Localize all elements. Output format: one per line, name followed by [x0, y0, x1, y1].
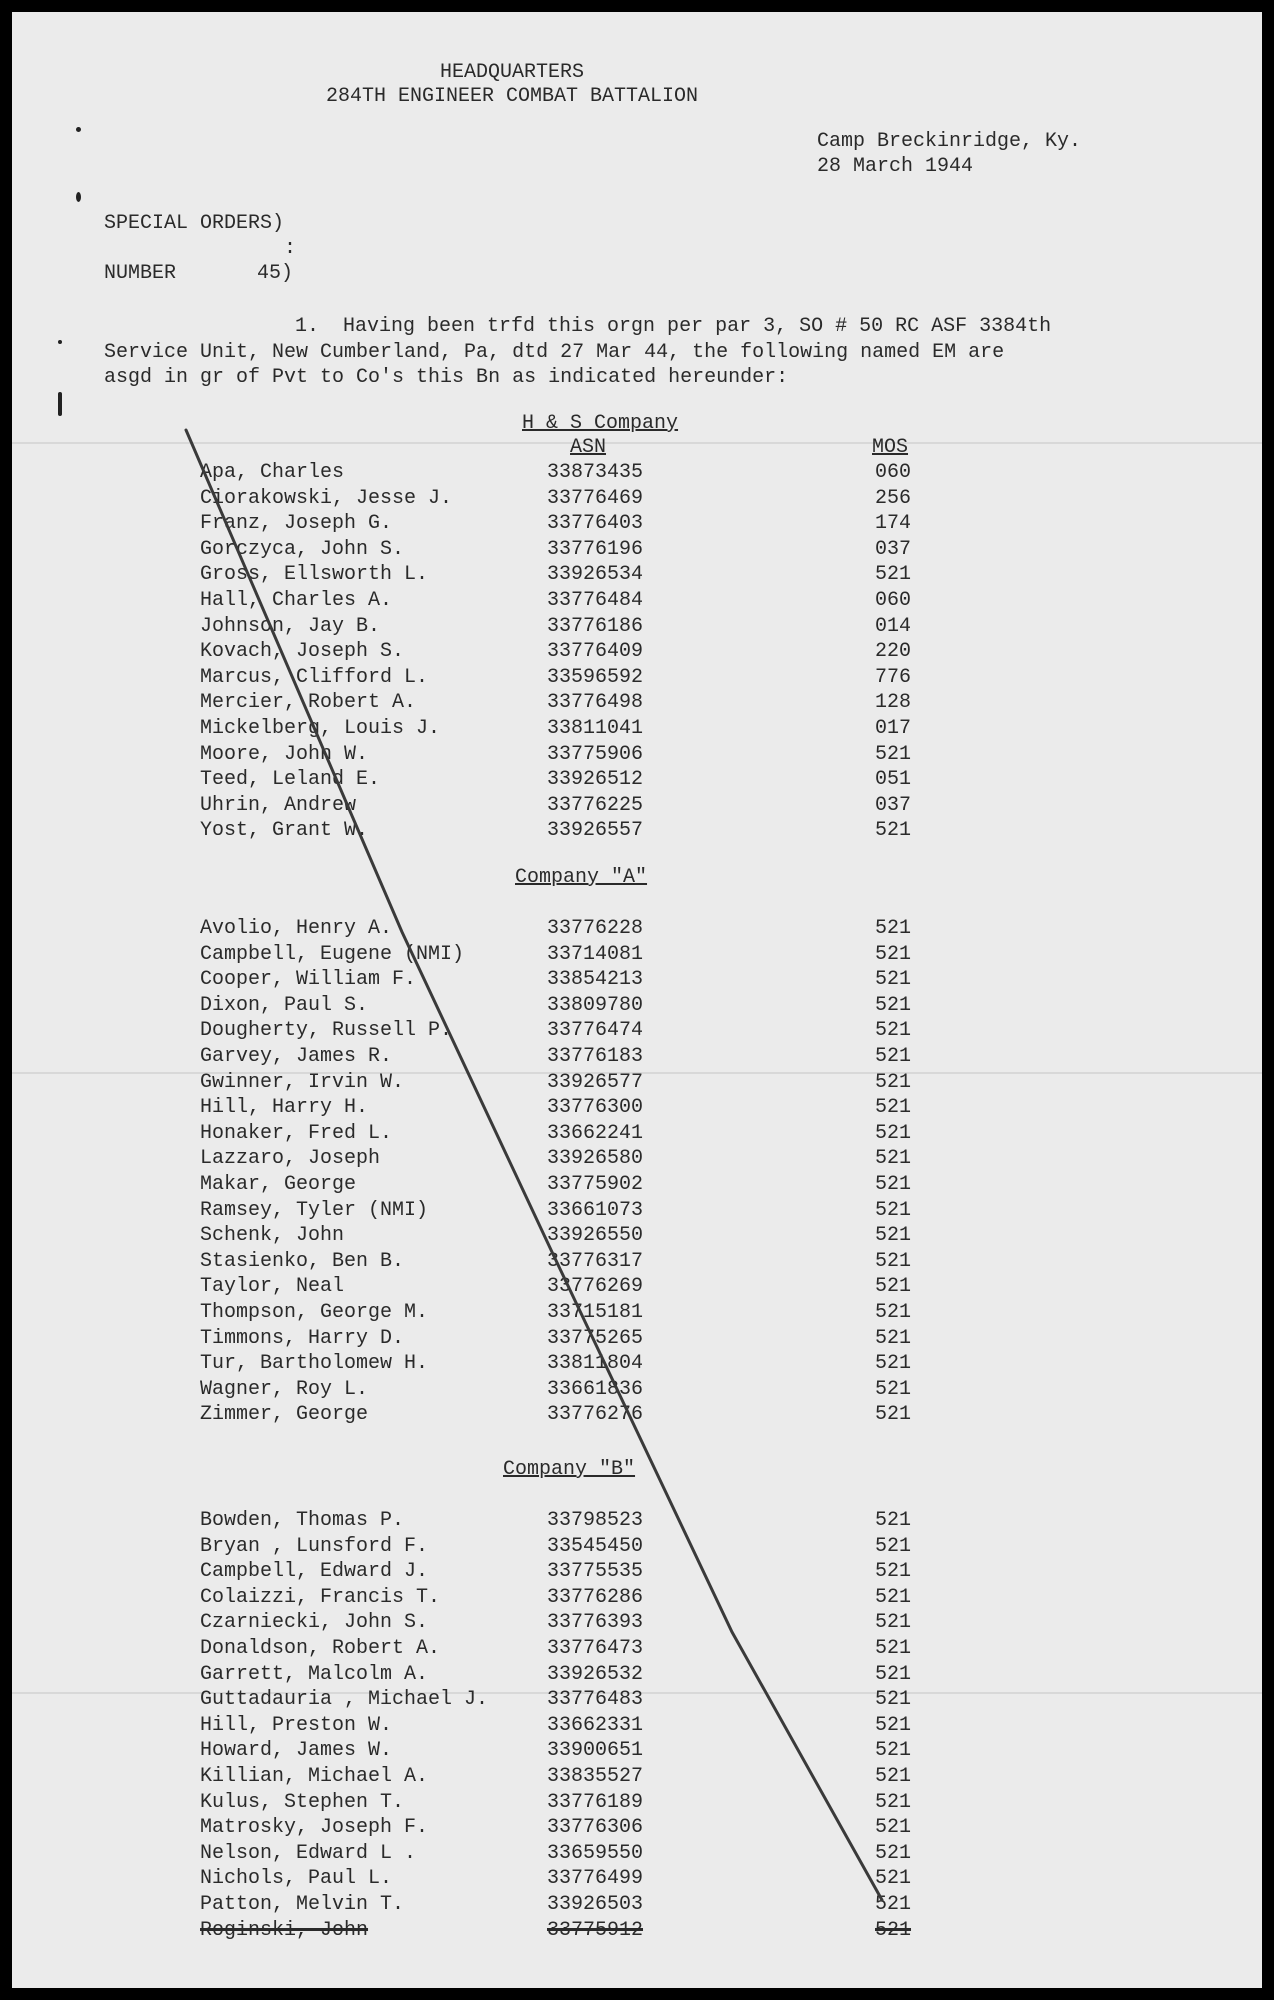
- roster-row: [12, 1198, 1262, 1224]
- soldier-mos: 521: [875, 1611, 912, 1635]
- roster-row: [12, 614, 1262, 640]
- roster-row: [12, 460, 1262, 486]
- fold-line: [12, 442, 1262, 444]
- soldier-name: Bryan , Lunsford F.: [200, 1534, 429, 1558]
- soldier-mos: 521: [875, 1352, 912, 1376]
- soldier-asn: 33776306: [547, 1816, 644, 1840]
- header-place: Camp Breckinridge, Ky.: [817, 130, 1082, 153]
- soldier-asn: 33798523: [547, 1509, 644, 1532]
- soldier-asn: 33900651: [547, 1739, 644, 1763]
- soldier-mos: 128: [875, 691, 912, 715]
- soldier-asn: 33926550: [547, 1224, 644, 1248]
- soldier-name: Hall, Charles A.: [200, 588, 393, 612]
- roster-row: [12, 1866, 1262, 1892]
- soldier-name: Lazzaro, Joseph: [200, 1147, 381, 1171]
- roster-row: [12, 588, 1262, 614]
- roster-row: [12, 1585, 1262, 1611]
- stray-mark: [76, 192, 81, 202]
- soldier-asn: 33835527: [547, 1764, 644, 1788]
- soldier-name: Stasienko, Ben B.: [200, 1249, 405, 1273]
- soldier-mos: 521: [875, 917, 912, 940]
- soldier-mos: 521: [875, 1326, 912, 1350]
- soldier-mos: 521: [875, 1300, 912, 1324]
- roster-row: [12, 1070, 1262, 1096]
- paragraph-line3: asgd in gr of Pvt to Co's this Bn as indicated hereunder:: [104, 366, 789, 389]
- soldier-asn: 33873435: [547, 461, 644, 484]
- soldier-mos: 060: [875, 461, 912, 484]
- soldier-mos: 256: [875, 486, 912, 510]
- soldier-mos: 037: [875, 537, 912, 561]
- soldier-asn: 33715181: [547, 1300, 644, 1324]
- roster-row: [12, 1044, 1262, 1070]
- soldier-name: Teed, Leland E.: [200, 768, 381, 792]
- company-b-list: [12, 1508, 1262, 1943]
- roster-row: [12, 742, 1262, 768]
- soldier-name: Hill, Preston W.: [200, 1713, 393, 1737]
- roster-row: [12, 537, 1262, 563]
- soldier-asn: 33776186: [547, 614, 644, 638]
- roster-row: [12, 486, 1262, 512]
- soldier-name: Garvey, James R.: [200, 1044, 393, 1068]
- soldier-name: Howard, James W.: [200, 1739, 393, 1763]
- roster-row: [12, 1274, 1262, 1300]
- company-b-heading: Company "B": [503, 1458, 636, 1481]
- roster-row: [12, 1815, 1262, 1841]
- soldier-asn: 33775265: [547, 1326, 644, 1350]
- soldier-mos: 037: [875, 793, 912, 817]
- soldier-name: Uhrin, Andrew: [200, 793, 357, 817]
- soldier-mos: 521: [875, 1662, 912, 1686]
- soldier-asn: 33776498: [547, 691, 644, 715]
- soldier-mos: 521: [875, 1560, 912, 1584]
- order-number-label: NUMBER: [104, 262, 177, 285]
- soldier-mos: 521: [875, 1867, 912, 1891]
- soldier-asn: 33776473: [547, 1636, 644, 1660]
- soldier-mos: 521: [875, 942, 912, 966]
- soldier-asn: 33775902: [547, 1172, 644, 1196]
- company-a-heading: Company "A": [515, 866, 648, 889]
- soldier-mos: 521: [875, 1019, 912, 1043]
- special-orders-title: SPECIAL ORDERS): [104, 212, 285, 235]
- soldier-name: Zimmer, George: [200, 1403, 369, 1427]
- soldier-asn: 33776276: [547, 1403, 644, 1427]
- soldier-name: Wagner, Roy L.: [200, 1377, 369, 1401]
- roster-row: [12, 1172, 1262, 1198]
- soldier-mos: 776: [875, 665, 912, 689]
- roster-row: [12, 1249, 1262, 1275]
- soldier-asn: 33926580: [547, 1147, 644, 1171]
- roster-row: [12, 1636, 1262, 1662]
- soldier-name: Donaldson, Robert A.: [200, 1636, 441, 1660]
- soldier-asn: 33776269: [547, 1275, 644, 1299]
- soldier-asn: 33776484: [547, 588, 644, 612]
- company-a-list: [12, 916, 1262, 1428]
- soldier-mos: 521: [875, 1918, 912, 1942]
- roster-row: [12, 967, 1262, 993]
- soldier-mos: 521: [875, 1044, 912, 1068]
- soldier-name: Gwinner, Irvin W.: [200, 1070, 405, 1094]
- soldier-name: Tur, Bartholomew H.: [200, 1352, 429, 1376]
- soldier-name: Makar, George: [200, 1172, 357, 1196]
- soldier-name: Killian, Michael A.: [200, 1764, 429, 1788]
- soldier-asn: 33811804: [547, 1352, 644, 1376]
- soldier-asn: 33775912: [547, 1918, 644, 1942]
- roster-row: [12, 818, 1262, 844]
- soldier-mos: 521: [875, 1096, 912, 1120]
- soldier-name: Patton, Melvin T.: [200, 1892, 405, 1916]
- soldier-asn: 33714081: [547, 942, 644, 966]
- soldier-mos: 521: [875, 1892, 912, 1916]
- roster-row: [12, 1508, 1262, 1534]
- roster-row: [12, 1662, 1262, 1688]
- soldier-name: Honaker, Fred L.: [200, 1121, 393, 1145]
- hs-company-list: [12, 460, 1262, 844]
- soldier-name: Garrett, Malcolm A.: [200, 1662, 429, 1686]
- roster-row: [12, 665, 1262, 691]
- soldier-name: Avolio, Henry A.: [200, 917, 393, 940]
- roster-row: [12, 690, 1262, 716]
- roster-row: [12, 1559, 1262, 1585]
- soldier-mos: 521: [875, 1070, 912, 1094]
- roster-row: [12, 1351, 1262, 1377]
- roster-row: [12, 1121, 1262, 1147]
- roster-row: [12, 1534, 1262, 1560]
- soldier-mos: 051: [875, 768, 912, 792]
- soldier-asn: 33926577: [547, 1070, 644, 1094]
- soldier-mos: 521: [875, 968, 912, 992]
- soldier-asn: 33596592: [547, 665, 644, 689]
- soldier-mos: 521: [875, 1172, 912, 1196]
- soldier-asn: 33926503: [547, 1892, 644, 1916]
- soldier-asn: 33926557: [547, 819, 644, 843]
- soldier-name: Nichols, Paul L.: [200, 1867, 393, 1891]
- soldier-name: Guttadauria , Michael J.: [200, 1688, 489, 1712]
- soldier-name: Kulus, Stephen T.: [200, 1790, 405, 1814]
- soldier-mos: 014: [875, 614, 912, 638]
- soldier-mos: 521: [875, 1816, 912, 1840]
- roster-row: [12, 1223, 1262, 1249]
- order-number-value: 45): [257, 262, 294, 285]
- roster-row: [12, 942, 1262, 968]
- hs-company-heading: H & S Company: [522, 412, 679, 435]
- roster-row: [12, 1687, 1262, 1713]
- soldier-name: Marcus, Clifford L.: [200, 665, 429, 689]
- soldier-asn: 33926512: [547, 768, 644, 792]
- stray-mark: [58, 340, 62, 344]
- roster-row: [12, 1377, 1262, 1403]
- roster-row: [12, 1018, 1262, 1044]
- roster-row: [12, 1326, 1262, 1352]
- roster-row: [12, 716, 1262, 742]
- header-line1: HEADQUARTERS: [439, 61, 585, 84]
- soldier-name: Gross, Ellsworth L.: [200, 563, 429, 587]
- soldier-name: Hill, Harry H.: [200, 1096, 369, 1120]
- soldier-mos: 521: [875, 1275, 912, 1299]
- soldier-name: Taylor, Neal: [200, 1275, 345, 1299]
- soldier-mos: 521: [875, 1764, 912, 1788]
- soldier-asn: 33776225: [547, 793, 644, 817]
- soldier-mos: 521: [875, 1713, 912, 1737]
- soldier-asn: 33776499: [547, 1867, 644, 1891]
- asn-column-header: ASN: [570, 436, 607, 459]
- soldier-asn: 33854213: [547, 968, 644, 992]
- soldier-mos: 521: [875, 1249, 912, 1273]
- soldier-asn: 33776469: [547, 486, 644, 510]
- soldier-mos: 521: [875, 1403, 912, 1427]
- soldier-name: Dixon, Paul S.: [200, 993, 369, 1017]
- roster-row: [12, 793, 1262, 819]
- soldier-mos: 521: [875, 1198, 912, 1222]
- soldier-name: Franz, Joseph G.: [200, 512, 393, 536]
- roster-row: [12, 639, 1262, 665]
- soldier-asn: 33776286: [547, 1585, 644, 1609]
- soldier-asn: 33661073: [547, 1198, 644, 1222]
- soldier-asn: 33776183: [547, 1044, 644, 1068]
- soldier-asn: 33662241: [547, 1121, 644, 1145]
- soldier-name: Campbell, Eugene (NMI): [200, 942, 465, 966]
- soldier-asn: 33775535: [547, 1560, 644, 1584]
- soldier-name: Czarniecki, John S.: [200, 1611, 429, 1635]
- soldier-name: Campbell, Edward J.: [200, 1560, 429, 1584]
- soldier-name: Dougherty, Russell P.: [200, 1019, 453, 1043]
- soldier-asn: 33776403: [547, 512, 644, 536]
- stray-mark: [58, 392, 62, 416]
- soldier-asn: 33662331: [547, 1713, 644, 1737]
- soldier-name: Apa, Charles: [200, 461, 345, 484]
- soldier-asn: 33776189: [547, 1790, 644, 1814]
- soldier-asn: 33776196: [547, 537, 644, 561]
- soldier-name: Moore, John W.: [200, 742, 369, 766]
- special-orders-colon: :: [284, 237, 297, 260]
- stray-mark: [76, 127, 81, 132]
- soldier-name: Kovach, Joseph S.: [200, 640, 405, 664]
- roster-row: [12, 1402, 1262, 1428]
- header-date: 28 March 1944: [817, 155, 974, 178]
- soldier-asn: 33776409: [547, 640, 644, 664]
- soldier-mos: 521: [875, 563, 912, 587]
- soldier-mos: 521: [875, 742, 912, 766]
- roster-row: [12, 916, 1262, 942]
- soldier-name: Timmons, Harry D.: [200, 1326, 405, 1350]
- roster-row: [12, 562, 1262, 588]
- soldier-asn: 33776317: [547, 1249, 644, 1273]
- paragraph-line2: Service Unit, New Cumberland, Pa, dtd 27 Mar 44, the following named EM are: [104, 341, 1005, 364]
- soldier-mos: 521: [875, 1377, 912, 1401]
- soldier-name: Bowden, Thomas P.: [200, 1509, 405, 1532]
- roster-row: [12, 1892, 1262, 1918]
- roster-row: [12, 1095, 1262, 1121]
- paragraph-line1: 1. Having been trfd this orgn per par 3, SO # 50 RC ASF 3384th: [295, 315, 1052, 338]
- soldier-name: Ramsey, Tyler (NMI): [200, 1198, 429, 1222]
- soldier-asn: 33776483: [547, 1688, 644, 1712]
- soldier-name: Ciorakowski, Jesse J.: [200, 486, 453, 510]
- soldier-name: Mickelberg, Louis J.: [200, 716, 441, 740]
- soldier-asn: 33926534: [547, 563, 644, 587]
- soldier-mos: 060: [875, 588, 912, 612]
- roster-row: [12, 1738, 1262, 1764]
- soldier-asn: 33926532: [547, 1662, 644, 1686]
- soldier-name: Yost, Grant W.: [200, 819, 369, 843]
- soldier-name: Gorczyca, John S.: [200, 537, 405, 561]
- soldier-mos: 521: [875, 1509, 912, 1532]
- soldier-mos: 521: [875, 1224, 912, 1248]
- soldier-mos: 220: [875, 640, 912, 664]
- soldier-asn: 33811041: [547, 716, 644, 740]
- roster-row: [12, 1918, 1262, 1944]
- roster-row: [12, 511, 1262, 537]
- soldier-asn: 33545450: [547, 1534, 644, 1558]
- soldier-mos: 521: [875, 993, 912, 1017]
- soldier-name: Schenk, John: [200, 1224, 345, 1248]
- roster-row: [12, 1764, 1262, 1790]
- soldier-name: Matrosky, Joseph F.: [200, 1816, 429, 1840]
- soldier-asn: 33775906: [547, 742, 644, 766]
- roster-row: [12, 1610, 1262, 1636]
- soldier-mos: 521: [875, 1585, 912, 1609]
- soldier-name: Nelson, Edward L .: [200, 1841, 417, 1865]
- soldier-asn: 33659550: [547, 1841, 644, 1865]
- soldier-mos: 521: [875, 1739, 912, 1763]
- roster-row: [12, 767, 1262, 793]
- header-line2: 284TH ENGINEER COMBAT BATTALION: [325, 85, 699, 108]
- soldier-name: Roginski, John: [200, 1918, 369, 1942]
- soldier-asn: 33776474: [547, 1019, 644, 1043]
- soldier-name: Johnson, Jay B.: [200, 614, 381, 638]
- soldier-mos: 521: [875, 1147, 912, 1171]
- soldier-name: Colaizzi, Francis T.: [200, 1585, 441, 1609]
- roster-row: [12, 1713, 1262, 1739]
- document-page: [12, 12, 1262, 1988]
- soldier-mos: 521: [875, 1841, 912, 1865]
- soldier-mos: 521: [875, 1790, 912, 1814]
- roster-row: [12, 1841, 1262, 1867]
- soldier-mos: 521: [875, 1688, 912, 1712]
- soldier-asn: 33809780: [547, 993, 644, 1017]
- soldier-mos: 521: [875, 819, 912, 843]
- soldier-mos: 174: [875, 512, 912, 536]
- mos-column-header: MOS: [872, 436, 909, 459]
- soldier-asn: 33776393: [547, 1611, 644, 1635]
- roster-row: [12, 1146, 1262, 1172]
- roster-row: [12, 1790, 1262, 1816]
- soldier-name: Mercier, Robert A.: [200, 691, 417, 715]
- soldier-name: Thompson, George M.: [200, 1300, 429, 1324]
- soldier-asn: 33776228: [547, 917, 644, 940]
- soldier-mos: 521: [875, 1636, 912, 1660]
- soldier-mos: 521: [875, 1121, 912, 1145]
- soldier-mos: 017: [875, 716, 912, 740]
- roster-row: [12, 1300, 1262, 1326]
- soldier-asn: 33776300: [547, 1096, 644, 1120]
- soldier-mos: 521: [875, 1534, 912, 1558]
- roster-row: [12, 993, 1262, 1019]
- soldier-asn: 33661836: [547, 1377, 644, 1401]
- soldier-name: Cooper, William F.: [200, 968, 417, 992]
